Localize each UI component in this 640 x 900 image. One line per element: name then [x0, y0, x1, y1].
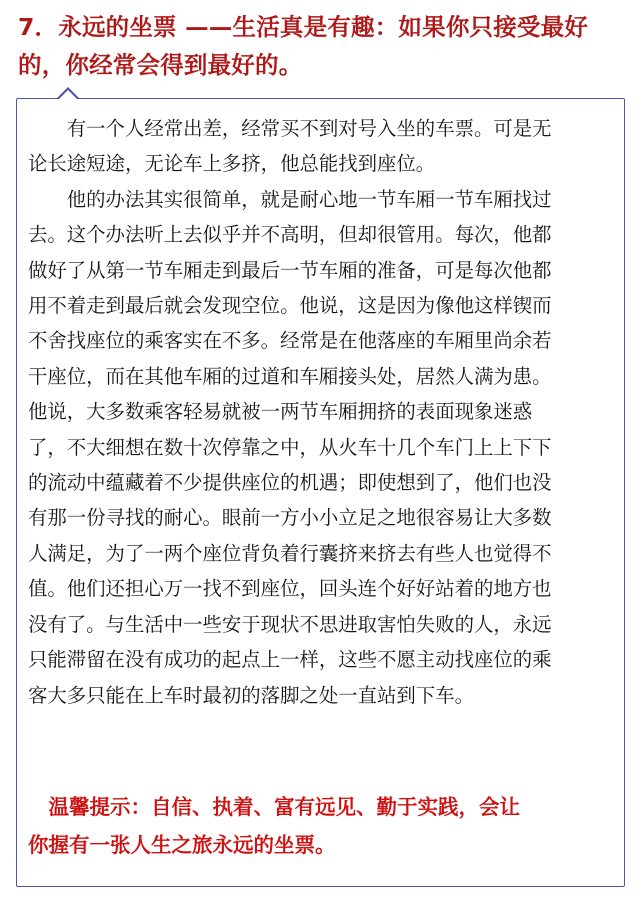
- tip-line: 你握有一张人生之旅永远的坐票。: [28, 833, 336, 857]
- heading-line: 的，你经常会得到最好的。: [18, 51, 303, 79]
- article-heading: [18, 8, 628, 84]
- text-line: 论长途短途，无论车上多挤，他总能找到座位。: [28, 152, 436, 176]
- warm-tip: [28, 788, 613, 864]
- text-line: 用不着走到最后就会发现空位。他说，这是因为像他这样锲而: [28, 294, 552, 318]
- text-line: 干座位，而在其他车厢的过道和车厢接头处，居然人满为患。: [28, 364, 552, 388]
- text-line: 的流动中蕴藏着不少提供座位的机遇；即使想到了，他们也没: [28, 471, 552, 495]
- story-text: [28, 111, 613, 713]
- tip-line: 温馨提示：自信、执着、富有远见、勤于实践，会让: [28, 795, 520, 819]
- heading-line: 7．永远的坐票 ——生活真是有趣：如果你只接受最好: [18, 13, 589, 41]
- text-line: 人满足，为了一两个座位背负着行囊挤来挤去有些人也觉得不: [28, 541, 552, 565]
- text-line: 值。他们还担心万一找不到座位，回头连个好好站着的地方也: [28, 577, 552, 601]
- text-line: 做好了从第一节车厢走到最后一节车厢的准备，可是每次他都: [28, 258, 552, 282]
- callout-pointer-fill: [58, 90, 78, 100]
- text-line: 去。这个办法听上去似乎并不高明，但却很管用。每次，他都: [28, 223, 552, 247]
- text-line: 他说，大多数乘客轻易就被一两节车厢拥挤的表面现象迷惑: [28, 400, 533, 424]
- text-line: 只能滞留在没有成功的起点上一样，这些不愿主动找座位的乘: [28, 648, 552, 672]
- text-line: 有一个人经常出差，经常买不到对号入坐的车票。可是无: [28, 117, 552, 140]
- text-line: 了，不大细想在数十次停靠之中，从火车十几个车门上上下下: [28, 435, 552, 459]
- text-line: 他的办法其实很简单，就是耐心地一节车厢一节车厢找过: [28, 187, 552, 211]
- text-line: 没有了。与生活中一些安于现状不思进取害怕失败的人，永远: [28, 612, 552, 636]
- text-line: 不舍找座位的乘客实在不多。经常是在他落座的车厢里尚余若: [28, 329, 552, 353]
- text-line: 有那一份寻找的耐心。眼前一方小小立足之地很容易让大多数: [28, 506, 552, 530]
- text-line: 客大多只能在上车时最初的落脚之处一直站到下车。: [28, 683, 474, 707]
